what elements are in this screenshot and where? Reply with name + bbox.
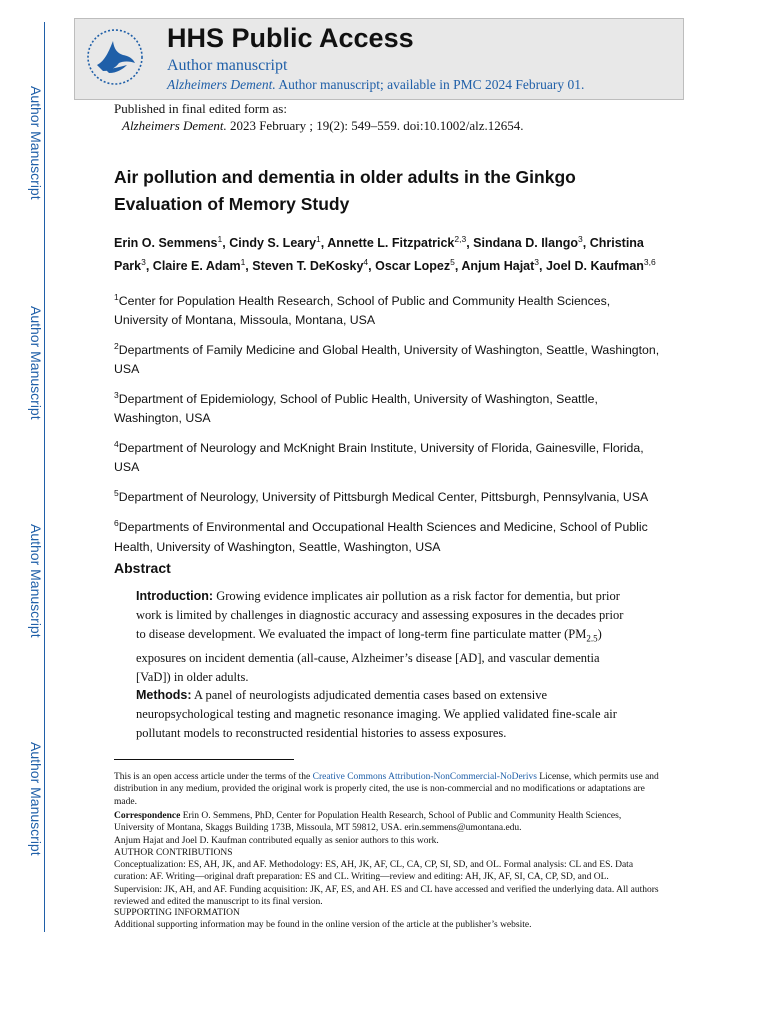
affiliation-number: 2 [114, 341, 119, 352]
affiliation-number: 5 [114, 488, 119, 499]
methods-label: Methods: [136, 688, 192, 702]
published-in [114, 100, 524, 134]
author-affil: 1 [316, 234, 321, 244]
side-label-2: Author Manuscript [28, 306, 44, 420]
author-affil: 2,3 [454, 234, 467, 244]
intro-text: Growing evidence implicates air pollution as a risk factor for dementia, but prior work is limited by challenges in diagnostic accuracy and assessing exposures in the decades prior to disease development. We evaluated the impact of long-term fine particulate matter (PM [136, 589, 624, 641]
affiliation [114, 386, 662, 428]
author-affil: 3,6 [643, 257, 656, 268]
affiliation-text: Departments of Family Medicine and Global Health, University of Washington, Seattle, Washington, USA [114, 343, 660, 377]
author: Joel D. Kaufman [545, 259, 644, 274]
side-divider [44, 22, 45, 932]
abstract-introduction [136, 587, 636, 687]
hhs-eagle-logo-icon [83, 25, 147, 89]
methods-text: A panel of neurologists adjudicated dementia cases based on extensive neuropsychological testing and magnetic resonance imaging. We applied validated fine-scale air pollutant models to reconstructed residential histories to assess exposures. [136, 688, 617, 740]
senior-authors-note: Anjum Hajat and Joel D. Kaufman contributed equally as senior authors to this work. [114, 835, 439, 846]
correspondence-note [114, 810, 659, 908]
affiliations [114, 288, 662, 564]
author: Cindy S. Leary [229, 236, 317, 251]
affiliation-number: 6 [114, 518, 119, 529]
affiliation-number: 3 [114, 390, 119, 401]
license-note [114, 771, 659, 808]
affiliation-text: Department of Neurology, University of Pittsburgh Medical Center, Pittsburgh, Pennsylvania, USA [118, 490, 649, 505]
author-affil: 4 [363, 257, 369, 268]
supporting-heading: SUPPORTING INFORMATION [114, 908, 240, 918]
abstract-methods [136, 686, 636, 743]
published-citation [114, 117, 524, 134]
affiliation [114, 288, 662, 330]
journal-line [167, 77, 584, 93]
author: Oscar Lopez [375, 259, 451, 274]
affiliation-text: Department of Epidemiology, School of Public Health, University of Washington, Seattle, Washington, USA [114, 392, 598, 426]
affiliation-text: Departments of Environmental and Occupational Health Sciences and Medicine, School of Public Health, University of Washington, Seattle, Washington, USA [114, 520, 648, 554]
citation-rest: 2023 February ; 19(2): 549–559. doi:10.1002/alz.12654. [226, 118, 524, 133]
supporting-info [114, 907, 659, 932]
license-text-cont: License, which permits use and distribution in any medium, provided the original work is properly cited, the use is non-commercial and no modifications or adaptations are made. [114, 772, 659, 807]
correspondence-text: Erin O. Semmens, PhD, Center for Population Health Research, School of Public and Community Health Sciences, University of Montana, Skaggs Building 173B, Missoula, MT 59812, USA. erin.semmens@umontana.edu. [114, 811, 622, 834]
article-title: Air pollution and dementia in older adults in the Ginkgo Evaluation of Memory Study [114, 167, 576, 214]
intro-label: Introduction: [136, 589, 214, 603]
side-label-1: Author Manuscript [28, 86, 44, 200]
affiliation-number: 1 [114, 292, 119, 302]
author-affil: 1 [217, 234, 223, 244]
author: Christina Park [114, 236, 644, 274]
affiliation-text: Center for Population Health Research, School of Public and Community Health Sciences, University of Montana, Missoula, Montana, USA [114, 294, 611, 328]
author: Anjum Hajat [461, 259, 535, 274]
contributions-heading: AUTHOR CONTRIBUTIONS [114, 847, 233, 858]
author: Annette L. Fitzpatrick [327, 236, 455, 251]
side-label-3: Author Manuscript [28, 524, 44, 638]
author: Erin O. Semmens [114, 236, 218, 251]
abstract-heading: Abstract [114, 560, 171, 576]
journal-name: Alzheimers Dement. [167, 77, 276, 92]
affiliation [114, 514, 662, 556]
affiliation-text: Department of Neurology and McKnight Brain Institute, University of Florida, Gainesville, Florida, USA [114, 441, 644, 475]
affiliation [114, 435, 662, 477]
hhs-header [74, 18, 684, 100]
side-label-4: Author Manuscript [28, 742, 44, 856]
author: Claire E. Adam [152, 259, 241, 274]
citation-journal: Alzheimers Dement. [122, 118, 227, 133]
intro-text-cont: ) exposures on incident dementia (all-cause, Alzheimer’s disease [AD], and vascular dementia [VaD]) in older adults. [136, 627, 602, 684]
license-text: This is an open access article under the terms of the [114, 772, 313, 782]
published-label: Published in final edited form as: [114, 101, 287, 116]
supporting-text: Additional supporting information may be found in the online version of the article at the publisher’s website. [114, 920, 532, 931]
author-affil: 5 [450, 257, 455, 268]
author: Sindana D. Ilango [473, 236, 579, 251]
affiliation [114, 337, 662, 379]
footnote-rule [114, 759, 294, 760]
availability-text: Author manuscript; available in PMC 2024 February 01. [275, 77, 585, 92]
author-affil: 3 [578, 234, 583, 244]
author-affil: 1 [240, 257, 246, 268]
contributions-text: Conceptualization: ES, AH, JK, and AF. Methodology: ES, AH, JK, AF, CL, CA, CP, SI, SD, and OL. Formal analysis: CL and ES. Data curation: AF. Writing—original draft preparation: ES and CL. Writing—review and editing: AH, JK, AF, SI, CA, CP, SD, and OL. Supervision: JK, AH, and AF. Funding acquisition: JK, AF, ES, and AH. ES and CL have accessed and verified the underlying data. All authors reviewed and edited the manuscript to its final version. [114, 860, 659, 908]
affiliation [114, 484, 662, 507]
license-link[interactable]: Creative Commons Attribution-NonCommercial-NoDerivs [312, 772, 537, 782]
hhs-title: HHS Public Access [167, 23, 414, 53]
affiliation-number: 4 [114, 439, 119, 450]
author: Steven T. DeKosky [252, 259, 364, 274]
pm-subscript: 2.5 [586, 633, 598, 644]
correspondence-label: Correspondence [114, 811, 181, 821]
author-affil: 3 [534, 257, 540, 268]
author-list: Erin O. Semmens$^1$, Cindy S. Leary$^1$, Annette L. Fitzpatrick$^{2,3}$, Sindana D. Ilango$^3$, Christina Park$^3$, Claire E. Adam$^1$, Steven T. DeKosky$^4$, Oscar Lopez$^5$, Anjum Hajat$^3$, Joel D. Kaufman$^{3,6}$ [114, 234, 656, 274]
author-affil: 3 [141, 257, 146, 268]
manuscript-subtitle: Author manuscript [167, 57, 288, 74]
